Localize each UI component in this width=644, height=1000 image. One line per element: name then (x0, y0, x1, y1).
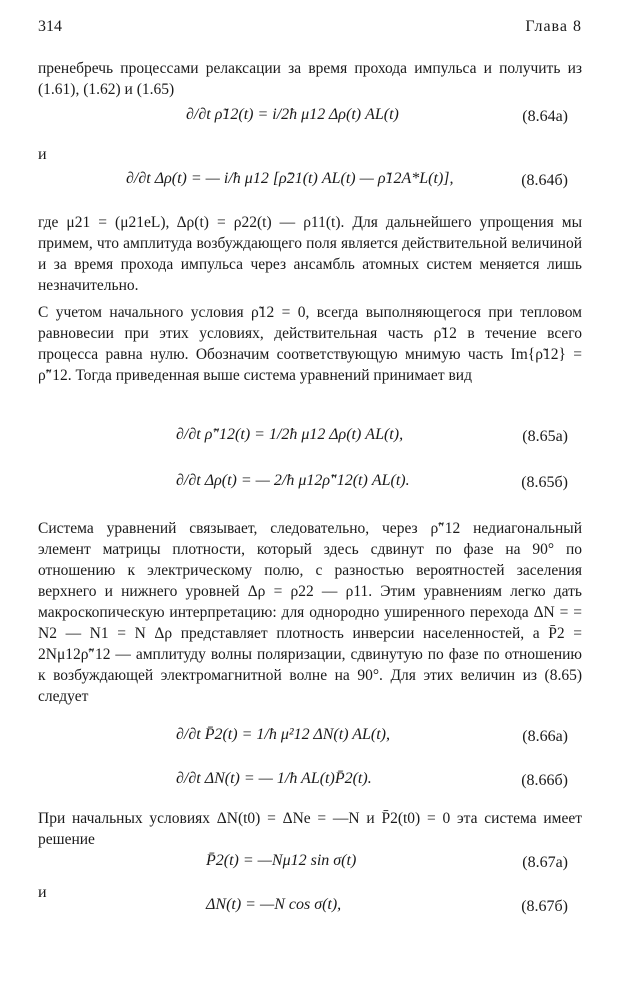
paragraph-definitions: где μ21 = (μ21eL), Δρ(t) = ρ22(t) — ρ11(t). Для дальнейшего упрощения мы примем, что амплитуда возбуждающего поля является действительной величиной и за время прохода импульса через ансамбль атомных систем меняется лишь незначительно. (38, 214, 582, 294)
conjunction: и (38, 146, 47, 163)
paragraph-initial-condition: С учетом начального условия ρ̃12 = 0, всегда выполняющегося при тепловом равновесии при этих условиях, действительная часть ρ̃12 в течение всего процесса равна нулю. Обозначим соответствующую мнимую часть Im{ρ̃12} = ρ̃″12. Тогда приведенная выше система уравнений принимает вид (38, 304, 582, 384)
equation-number: (8.64б) (521, 172, 568, 189)
page-number: 314 (38, 18, 62, 35)
equation-formula: ∂/∂t ρ̃12(t) = i/2ħ μ12 Δρ(t) AL(t) (186, 106, 399, 123)
equation-8-65b (38, 472, 582, 498)
equation-number: (8.67а) (522, 854, 568, 871)
equation-number: (8.65а) (522, 428, 568, 445)
paragraph-interpretation: Система уравнений связывает, следовательно, через ρ̃″12 недиагональный элемент матрицы плотности, который здесь сдвинут по фазе на 90° по отношению к электрическому полю, с разностью вероятностей заселения верхнего и нижнего уровней Δρ = ρ22 — ρ11. Этим уравнениям легко дать макроскопическую интерпретацию: для однородно уширенного перехода ΔN = = N2 — N1 = N Δρ представляет плотность инверсии населенностей, а P̄2 = 2Nμ12ρ̃″12 — амплитуду волны поляризации, сдвинутую по фазе по отношению к возбуждающей электромагнитной волне на 90°. Для этих величин из (8.65) следует (38, 520, 582, 705)
conjunction: и (38, 884, 47, 901)
equation-number: (8.66б) (521, 772, 568, 789)
equation-8-67b (38, 896, 582, 922)
equation-number: (8.66а) (522, 728, 568, 745)
equation-formula: ∂/∂t ΔN(t) = — 1/ħ AL(t)P̄2(t). (176, 770, 372, 787)
equation-formula: ∂/∂t P̄2(t) = 1/ħ μ²12 ΔN(t) AL(t), (176, 726, 391, 743)
equation-number: (8.65б) (521, 474, 568, 491)
equation-8-65a (38, 426, 582, 452)
equation-formula: ∂/∂t Δρ(t) = — i/ħ μ12 [ρ̃21(t) AL(t) — ρ̃12A*L(t)], (126, 170, 454, 187)
equation-formula: ∂/∂t ρ̃″12(t) = 1/2ħ μ12 Δρ(t) AL(t), (176, 426, 404, 443)
paragraph-solution: При начальных условиях ΔN(t0) = ΔNe = —N и P̄2(t0) = 0 эта система имеет решение (38, 810, 582, 848)
equation-8-66b (38, 770, 582, 796)
equation-8-64b (38, 170, 582, 196)
equation-number: (8.64а) (522, 108, 568, 125)
equation-8-64a (38, 106, 582, 132)
chapter-title: Глава 8 (525, 18, 582, 35)
page-header (38, 18, 582, 40)
book-page (38, 0, 582, 1000)
equation-formula: ΔN(t) = —N cos σ(t), (206, 896, 342, 913)
equation-number: (8.67б) (521, 898, 568, 915)
equation-8-67a (38, 852, 582, 878)
equation-formula: ∂/∂t Δρ(t) = — 2/ħ μ12ρ̃″12(t) AL(t). (176, 472, 410, 489)
equation-formula: P̄2(t) = —Nμ12 sin σ(t) (206, 852, 357, 869)
equation-8-66a (38, 726, 582, 752)
paragraph-intro: пренебречь процессами релаксации за время прохода импульса и получить из (1.61), (1.62) и (1.65) (38, 60, 582, 98)
